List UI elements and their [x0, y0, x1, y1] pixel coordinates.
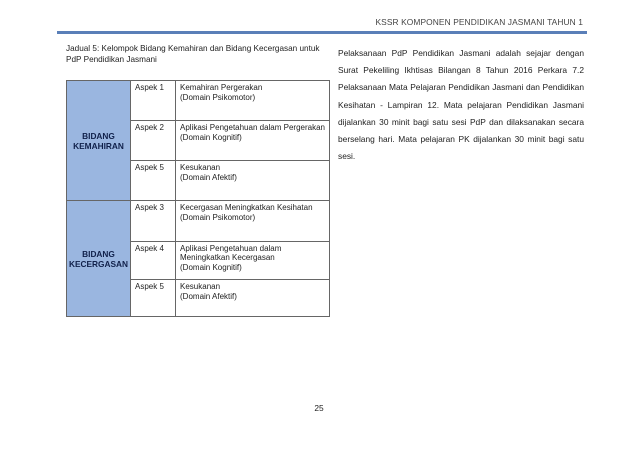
table-row: [67, 201, 330, 242]
page-number: 25: [314, 403, 324, 413]
aspect-domain: (Domain Psikomotor): [180, 212, 256, 222]
aspect-title: Kesukanan: [180, 163, 221, 172]
table-caption: Jadual 5: Kelompok Bidang Kemahiran dan Bidang Kecergasan untuk PdP Pendidikan Jasmani: [66, 44, 320, 64]
aspect-cell: Aspek 2: [131, 121, 176, 161]
aspect-title: Aplikasi Pengetahuan dalam Pergerakan: [180, 123, 325, 132]
aspect-desc: [176, 121, 330, 161]
aspect-domain: (Domain Kognitif): [180, 263, 242, 273]
aspect-domain: (Domain Kognitif): [180, 132, 242, 142]
aspect-cell: Aspek 5: [131, 161, 176, 201]
aspect-cell: Aspek 1: [131, 81, 176, 121]
aspect-cell: Aspek 3: [131, 201, 176, 242]
aspect-title: Kecergasan Meningkatkan Kesihatan: [180, 203, 313, 212]
aspect-desc: [176, 201, 330, 242]
group-label-kecergasan: BIDANG KECERGASAN: [67, 201, 131, 317]
table-row: [67, 81, 330, 121]
aspect-desc: [176, 241, 330, 280]
aspect-title: Kemahiran Pergerakan: [180, 83, 263, 92]
header-rule: [57, 31, 587, 34]
running-header-title: KSSR KOMPONEN PENDIDIKAN JASMANI TAHUN 1: [375, 17, 583, 27]
aspect-title: Kesukanan: [180, 282, 221, 292]
bidang-table: [66, 80, 330, 317]
aspect-domain: (Domain Afektif): [180, 172, 237, 182]
aspect-cell: Aspek 4: [131, 241, 176, 280]
body-paragraph: Pelaksanaan PdP Pendidikan Jasmani adalah sejajar dengan Surat Pekeliling Ikhtisas Bilangan 8 Tahun 2016 Perkara 7.2 Pelaksanaan Mata Pelajaran Pendidikan Jasmani dan Pendidikan Kesihatan - Lampiran 12. Mata pelajaran Pendidikan Jasmani dijalankan 30 minit bagi satu sesi PdP dan dilaksanakan secara berselang hari. Mata pelajaran PK dijalankan 30 minit bagi satu sesi.: [338, 48, 584, 162]
aspect-desc: [176, 280, 330, 317]
aspect-cell: Aspek 5: [131, 280, 176, 317]
aspect-domain: (Domain Psikomotor): [180, 92, 256, 102]
aspect-desc: [176, 161, 330, 201]
aspect-desc: [176, 81, 330, 121]
aspect-title: Aplikasi Pengetahuan dalam Meningkatkan Kecergasan: [180, 243, 282, 263]
aspect-domain: (Domain Afektif): [180, 292, 237, 302]
group-label-kemahiran: BIDANG KEMAHIRAN: [67, 81, 131, 201]
